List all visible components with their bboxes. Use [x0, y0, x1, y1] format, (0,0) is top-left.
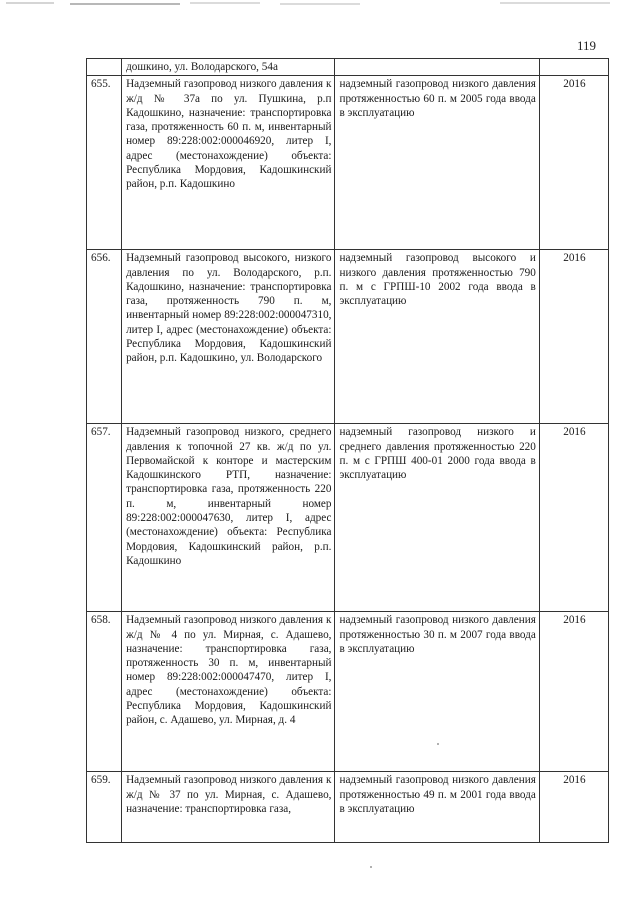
- note-cell: [335, 76, 539, 250]
- table-row: [87, 76, 609, 250]
- page-number: 119: [576, 38, 596, 53]
- note-cell: [335, 612, 539, 772]
- description-text: дошкино, ул. Володарского, 54а: [126, 61, 278, 73]
- note-cell: [335, 250, 539, 424]
- description-cell: [122, 772, 335, 843]
- note-cell: [335, 424, 539, 612]
- note-text: надземный газопровод высокого и низкого давления протяженностью 790 п. м с ГРПШ-10 2002 года ввода в эксплуатацию: [339, 252, 536, 308]
- table-row: [87, 250, 609, 424]
- row-number-cell: 656.: [87, 250, 122, 424]
- description-cell: [122, 59, 335, 76]
- description-text: Надземный газопровод низкого, среднего давления к топочной 27 кв. ж/д по ул. Первомайской к конторе и мастерским Кадошкинского РТП, назначение: транспортировка газа, протяженность 220 п. м, инвентарный номер 89:228:002:000047630, литер I, адрес (местонахождение) объекта: Республика Мордовия, Кадошкинский район, р.п. Кадошкино: [126, 426, 332, 567]
- note-text: надземный газопровод низкого давления протяженностью 60 п. м 2005 года ввода в эксплуатацию: [339, 78, 536, 119]
- note-cell: [335, 772, 539, 843]
- year-cell: 2016: [539, 76, 608, 250]
- note-text: надземный газопровод низкого и среднего давления протяженностью 220 п. м с ГРПШ 400-01 2000 года ввода в эксплуатацию: [339, 426, 536, 482]
- row-number-cell: 659.: [87, 772, 122, 843]
- description-text: Надземный газопровод низкого давления к ж/д № 4 по ул. Мирная, с. Адашево, назначение: транспортировка газа, протяженность 30 п. м, инвентарный номер 89:228:002:000047470, литер I, адрес (местонахождение) объекта: Республика Мордовия, Кадошкинский район, с. Адашево, ул. Мирная, д. 4: [126, 614, 332, 727]
- description-cell: [122, 250, 335, 424]
- note-cell: [335, 59, 539, 76]
- note-text: надземный газопровод низкого давления протяженностью 49 п. м 2001 года ввода в эксплуатацию: [339, 774, 536, 815]
- scan-speck: [437, 743, 439, 745]
- year-cell: 2016: [539, 424, 608, 612]
- year-cell: 2016: [539, 772, 608, 843]
- scan-speck: [370, 866, 372, 868]
- row-number-cell: 657.: [87, 424, 122, 612]
- row-number-cell: 658.: [87, 612, 122, 772]
- year-cell: [539, 59, 608, 76]
- row-number-cell: 655.: [87, 76, 122, 250]
- year-cell: 2016: [539, 250, 608, 424]
- description-text: Надземный газопровод высокого, низкого давления по ул. Володарского, р.п. Кадошкино, назначение: транспортировка газа, протяженность 790 п. м, инвентарный номер 89:228:002:000047310, литер I, адрес (местонахождение) объекта: Республика Мордовия, Кадошкинский район, р.п. Кадошкино, ул. Володарского: [126, 252, 332, 365]
- table-row: [87, 772, 609, 843]
- scan-artifact-top: [0, 0, 640, 8]
- row-number-cell: [87, 59, 122, 76]
- description-cell: [122, 612, 335, 772]
- registry-table: [86, 58, 609, 843]
- table-row: [87, 59, 609, 76]
- description-text: Надземный газопровод низкого давления к ж/д № 37 по ул. Мирная, с. Адашево, назначение: транспортировка газа,: [126, 774, 332, 815]
- table-row: [87, 612, 609, 772]
- description-cell: [122, 76, 335, 250]
- description-text: Надземный газопровод низкого давления к ж/д № 37а по ул. Пушкина, р.п Кадошкино, назначение: транспортировка газа, протяженность 60 п. м, инвентарный номер 89:228:002:000046920, литер I, адрес (местонахождение) объекта: Республика Мордовия, Кадошкинский район, р.п. Кадошкино: [126, 78, 332, 191]
- description-cell: [122, 424, 335, 612]
- note-text: надземный газопровод низкого давления протяженностью 30 п. м 2007 года ввода в эксплуатацию: [339, 614, 536, 655]
- table-row: [87, 424, 609, 612]
- year-cell: 2016: [539, 612, 608, 772]
